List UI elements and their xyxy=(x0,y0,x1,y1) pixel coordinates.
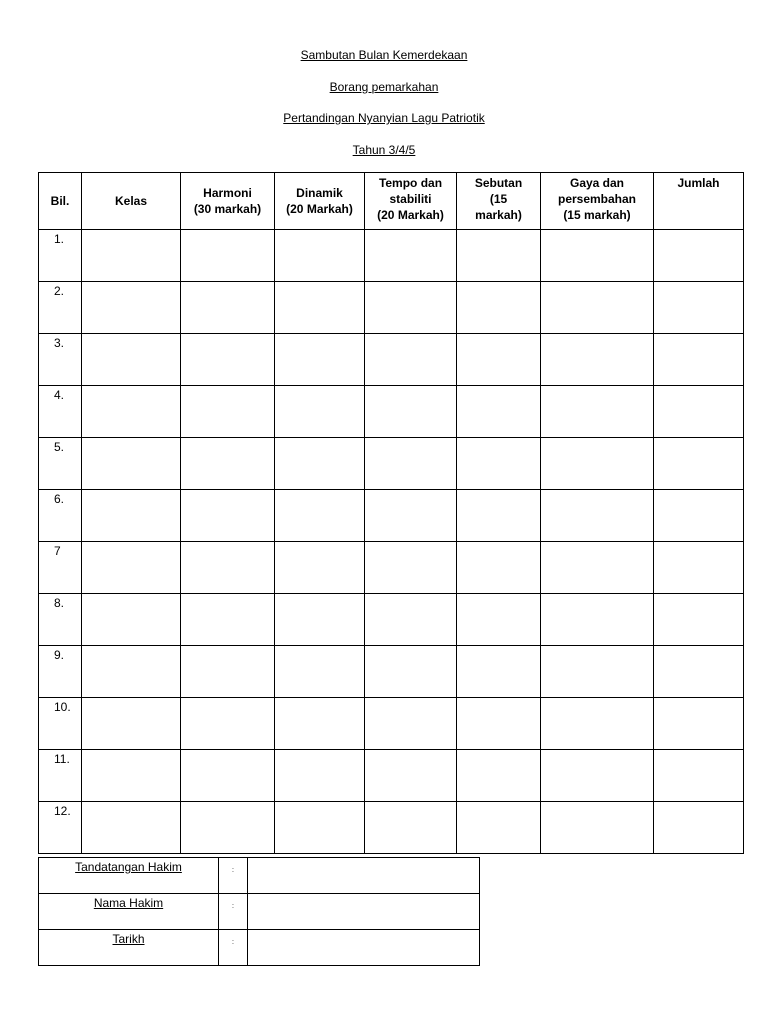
table-row xyxy=(39,334,744,386)
harmoni-cell[interactable] xyxy=(181,750,275,802)
tempo-cell[interactable] xyxy=(365,490,457,542)
jumlah-cell[interactable] xyxy=(654,282,744,334)
gaya-cell[interactable] xyxy=(541,386,654,438)
tempo-cell[interactable] xyxy=(365,230,457,282)
sebutan-cell[interactable] xyxy=(457,646,541,698)
jumlah-cell[interactable] xyxy=(654,334,744,386)
table-row xyxy=(39,594,744,646)
kelas-cell[interactable] xyxy=(82,594,181,646)
judge-signature-field[interactable] xyxy=(248,858,480,894)
tempo-cell[interactable] xyxy=(365,542,457,594)
gaya-cell[interactable] xyxy=(541,594,654,646)
dinamik-cell[interactable] xyxy=(275,542,365,594)
date-field[interactable] xyxy=(248,930,480,966)
row-number: 12. xyxy=(39,802,82,854)
event-title: Sambutan Bulan Kemerdekaan xyxy=(300,48,468,62)
dinamik-cell[interactable] xyxy=(275,438,365,490)
row-number: 10. xyxy=(39,698,82,750)
kelas-cell[interactable] xyxy=(82,646,181,698)
kelas-cell[interactable] xyxy=(82,542,181,594)
gaya-cell[interactable] xyxy=(541,542,654,594)
sebutan-cell[interactable] xyxy=(457,334,541,386)
table-row xyxy=(39,542,744,594)
sebutan-cell[interactable] xyxy=(457,802,541,854)
signature-table xyxy=(38,857,480,966)
dinamik-cell[interactable] xyxy=(275,802,365,854)
row-number: 5. xyxy=(39,438,82,490)
col-header-kelas: Kelas xyxy=(82,173,181,230)
table-row xyxy=(39,750,744,802)
sebutan-cell[interactable] xyxy=(457,490,541,542)
jumlah-cell[interactable] xyxy=(654,594,744,646)
gaya-cell[interactable] xyxy=(541,646,654,698)
harmoni-cell[interactable] xyxy=(181,802,275,854)
gaya-cell[interactable] xyxy=(541,230,654,282)
col-header-tempo: Tempo dan stabiliti (20 Markah) xyxy=(365,173,457,230)
dinamik-cell[interactable] xyxy=(275,334,365,386)
row-number: 9. xyxy=(39,646,82,698)
judge-name-row xyxy=(39,894,480,930)
harmoni-cell[interactable] xyxy=(181,594,275,646)
jumlah-cell[interactable] xyxy=(654,542,744,594)
gaya-cell[interactable] xyxy=(541,438,654,490)
table-header-row xyxy=(39,173,744,230)
dinamik-cell[interactable] xyxy=(275,750,365,802)
harmoni-cell[interactable] xyxy=(181,334,275,386)
sebutan-cell[interactable] xyxy=(457,386,541,438)
table-row xyxy=(39,386,744,438)
harmoni-cell[interactable] xyxy=(181,282,275,334)
sebutan-cell[interactable] xyxy=(457,750,541,802)
table-row xyxy=(39,282,744,334)
gaya-cell[interactable] xyxy=(541,282,654,334)
tempo-cell[interactable] xyxy=(365,698,457,750)
dinamik-cell[interactable] xyxy=(275,490,365,542)
col-header-sebutan: Sebutan (15 markah) xyxy=(457,173,541,230)
form-title: Borang pemarkahan xyxy=(329,80,439,94)
row-number: 1. xyxy=(39,230,82,282)
competition-title: Pertandingan Nyanyian Lagu Patriotik xyxy=(283,111,485,125)
table-row xyxy=(39,802,744,854)
judge-signature-label: Tandatangan Hakim xyxy=(39,858,219,894)
jumlah-cell[interactable] xyxy=(654,386,744,438)
row-number: 2. xyxy=(39,282,82,334)
jumlah-cell[interactable] xyxy=(654,698,744,750)
col-header-bil: Bil. xyxy=(39,173,82,230)
kelas-cell[interactable] xyxy=(82,490,181,542)
tempo-cell[interactable] xyxy=(365,594,457,646)
sebutan-cell[interactable] xyxy=(457,438,541,490)
jumlah-cell[interactable] xyxy=(654,646,744,698)
tempo-cell[interactable] xyxy=(365,282,457,334)
col-header-gaya: Gaya dan persembahan (15 markah) xyxy=(541,173,654,230)
col-header-harmoni: Harmoni (30 markah) xyxy=(181,173,275,230)
sebutan-cell[interactable] xyxy=(457,698,541,750)
row-number: 4. xyxy=(39,386,82,438)
harmoni-cell[interactable] xyxy=(181,490,275,542)
kelas-cell[interactable] xyxy=(82,438,181,490)
jumlah-cell[interactable] xyxy=(654,490,744,542)
jumlah-cell[interactable] xyxy=(654,438,744,490)
row-number: 8. xyxy=(39,594,82,646)
colon: : xyxy=(219,930,248,966)
kelas-cell[interactable] xyxy=(82,334,181,386)
col-header-dinamik: Dinamik (20 Markah) xyxy=(275,173,365,230)
harmoni-cell[interactable] xyxy=(181,438,275,490)
table-row xyxy=(39,698,744,750)
score-table xyxy=(38,172,744,854)
dinamik-cell[interactable] xyxy=(275,698,365,750)
jumlah-cell[interactable] xyxy=(654,802,744,854)
judge-name-label: Nama Hakim xyxy=(39,894,219,930)
sebutan-cell[interactable] xyxy=(457,282,541,334)
sebutan-cell[interactable] xyxy=(457,542,541,594)
kelas-cell[interactable] xyxy=(82,386,181,438)
tempo-cell[interactable] xyxy=(365,646,457,698)
kelas-cell[interactable] xyxy=(82,750,181,802)
date-label: Tarikh xyxy=(39,930,219,966)
dinamik-cell[interactable] xyxy=(275,386,365,438)
harmoni-cell[interactable] xyxy=(181,542,275,594)
table-row xyxy=(39,230,744,282)
tempo-cell[interactable] xyxy=(365,438,457,490)
row-number: 3. xyxy=(39,334,82,386)
kelas-cell[interactable] xyxy=(82,802,181,854)
jumlah-cell[interactable] xyxy=(654,230,744,282)
gaya-cell[interactable] xyxy=(541,802,654,854)
gaya-cell[interactable] xyxy=(541,334,654,386)
table-row xyxy=(39,438,744,490)
harmoni-cell[interactable] xyxy=(181,230,275,282)
kelas-cell[interactable] xyxy=(82,698,181,750)
sebutan-cell[interactable] xyxy=(457,594,541,646)
dinamik-cell[interactable] xyxy=(275,282,365,334)
row-number: 6. xyxy=(39,490,82,542)
harmoni-cell[interactable] xyxy=(181,386,275,438)
gaya-cell[interactable] xyxy=(541,698,654,750)
dinamik-cell[interactable] xyxy=(275,594,365,646)
gaya-cell[interactable] xyxy=(541,490,654,542)
table-row xyxy=(39,646,744,698)
tempo-cell[interactable] xyxy=(365,802,457,854)
row-number: 11. xyxy=(39,750,82,802)
tempo-cell[interactable] xyxy=(365,334,457,386)
tempo-cell[interactable] xyxy=(365,750,457,802)
date-row xyxy=(39,930,480,966)
jumlah-cell[interactable] xyxy=(654,750,744,802)
harmoni-cell[interactable] xyxy=(181,646,275,698)
judge-name-field[interactable] xyxy=(248,894,480,930)
kelas-cell[interactable] xyxy=(82,282,181,334)
year-level: Tahun 3/4/5 xyxy=(352,143,416,157)
judge-signature-row xyxy=(39,858,480,894)
col-header-jumlah: Jumlah xyxy=(654,173,744,230)
row-number: 7 xyxy=(39,542,82,594)
colon: : xyxy=(219,894,248,930)
sebutan-cell[interactable] xyxy=(457,230,541,282)
harmoni-cell[interactable] xyxy=(181,698,275,750)
tempo-cell[interactable] xyxy=(365,386,457,438)
gaya-cell[interactable] xyxy=(541,750,654,802)
dinamik-cell[interactable] xyxy=(275,646,365,698)
colon: : xyxy=(219,858,248,894)
table-row xyxy=(39,490,744,542)
kelas-cell[interactable] xyxy=(82,230,181,282)
dinamik-cell[interactable] xyxy=(275,230,365,282)
